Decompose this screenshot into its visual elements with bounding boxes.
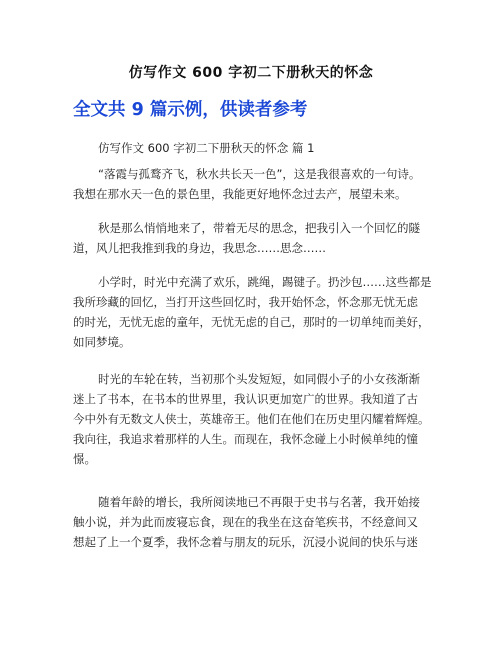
article-subtitle: 仿写作文 600 字初二下册秋天的怀念 篇 1 <box>98 141 315 155</box>
paragraph-4 <box>73 369 443 469</box>
paragraph-5 <box>73 492 443 552</box>
paragraph-line: 想起了上一个夏季，我怀念着与朋友的玩乐，沉浸小说间的快乐与迷 <box>73 535 418 549</box>
paragraph-1 <box>73 164 443 204</box>
paragraph-line: 的时光，无忧无虑的童年，无忧无虑的自己，那时的一切单纯而美好， <box>73 315 430 329</box>
paragraph-line: 随着年龄的增长，我所阅读地已不再限于史书与名著，我开始接 <box>98 495 420 509</box>
paragraph-line: 我所珍藏的回忆，当打开这些回忆时，我开始怀念，怀念那无忧无虑 <box>73 295 418 309</box>
paragraph-3 <box>73 272 443 352</box>
paragraph-line: 迷上了书本，在书本的世界里，我认识更加宽广的世界。我知道了古 <box>73 392 418 406</box>
paragraph-line: 触小说，并为此而废寝忘食，现在的我坐在这奋笔疾书，不经意间又 <box>73 515 418 529</box>
paragraph-line: 憬。 <box>73 452 96 466</box>
paragraph-line: 时光的车轮在转，当初那个头发短短，如同假小子的小女孩渐渐 <box>98 372 420 386</box>
paragraph-line: 我向往，我追求着那样的人生。而现在，我怀念碰上小时候单纯的憧 <box>73 432 418 446</box>
paragraph-line: 如同梦境。 <box>73 335 131 349</box>
paragraph-line: 道，风儿把我推到我的身边，我思念……思念…… <box>73 241 326 255</box>
paragraph-2 <box>73 218 443 258</box>
summary-heading: 全文共 9 篇示例，供读者参考 <box>73 100 308 120</box>
paragraph-line: “落霞与孤鹜齐飞，秋水共长天一色”，这是我很喜欢的一句诗。 <box>98 167 421 181</box>
paragraph-line: 今中外有无数文人侠士，英雄帝王。他们在他们在历史里闪耀着辉煌。 <box>73 412 430 426</box>
paragraph-line: 秋是那么悄悄地来了，带着无尽的思念，把我引入一个回忆的隧 <box>98 221 420 235</box>
paragraph-line: 小学时，时光中充满了欢乐，跳绳，踢键子。扔沙包……这些都是 <box>98 275 432 289</box>
doc-title: 仿写作文 600 字初二下册秋天的怀念 <box>128 65 374 81</box>
paragraph-line: 我想在那水天一色的景色里，我能更好地怀念过去产，展望未来。 <box>73 187 407 201</box>
